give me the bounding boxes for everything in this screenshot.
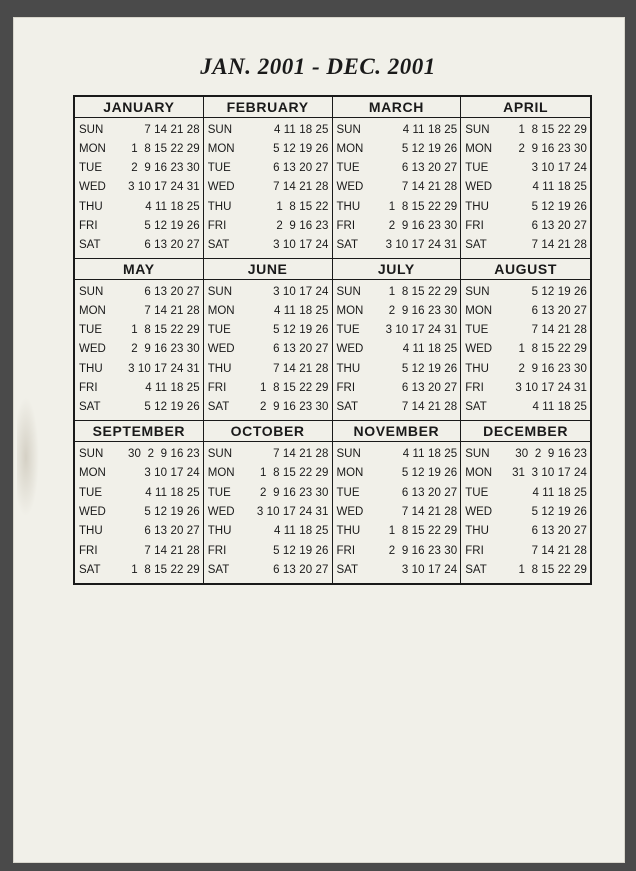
weekday-label: THU [79, 362, 103, 375]
weekday-label: FRI [336, 544, 356, 557]
month-name: JANUARY [75, 97, 203, 118]
weekday-label: THU [336, 525, 361, 538]
week-rows [333, 118, 461, 258]
weekday-label: THU [207, 525, 232, 538]
weekday-label: THU [207, 200, 232, 213]
weekday-label: TUE [79, 162, 102, 175]
weekday-label: WED [465, 181, 493, 194]
weekday-label: FRI [336, 382, 356, 395]
month-july [333, 259, 462, 421]
month-name: SEPTEMBER [75, 421, 203, 442]
weekday-dates: 6 13 20 27 [531, 304, 587, 317]
weekday-label: WED [207, 343, 235, 356]
day-row [461, 379, 590, 398]
weekday-dates: 7 14 21 28 [401, 401, 458, 414]
day-row [75, 541, 203, 560]
month-december [461, 421, 590, 583]
day-row [204, 301, 332, 320]
day-row [461, 340, 590, 359]
weekday-dates: 6 13 20 27 [144, 239, 200, 252]
weekday-label: SAT [79, 401, 101, 414]
day-row [75, 340, 203, 359]
day-row [333, 236, 461, 255]
weekday-label: THU [336, 362, 361, 375]
day-row [204, 321, 332, 340]
day-row [461, 522, 590, 541]
day-row [204, 197, 332, 216]
weekday-dates: 7 14 21 28 [273, 181, 329, 194]
weekday-label: MON [465, 304, 493, 317]
month-name: NOVEMBER [333, 421, 461, 442]
day-row [75, 379, 203, 398]
month-january [75, 97, 204, 259]
day-row [333, 444, 461, 463]
day-row [333, 561, 461, 580]
weekday-dates: 5 12 19 26 [401, 467, 458, 480]
day-row [204, 340, 332, 359]
weekday-dates: 3 10 17 24 [273, 239, 329, 252]
day-row [204, 282, 332, 301]
weekday-dates: 1 8 15 22 29 [388, 285, 458, 298]
weekday-label: SUN [465, 123, 490, 136]
weekday-dates: 6 13 20 27 [273, 564, 329, 577]
day-row [75, 159, 203, 178]
weekday-label: FRI [79, 544, 98, 557]
week-rows [461, 280, 590, 420]
day-row [204, 444, 332, 463]
weekday-label: SUN [207, 285, 233, 298]
day-row [333, 301, 461, 320]
week-rows [333, 442, 461, 583]
weekday-label: THU [465, 362, 489, 375]
weekday-dates: 3 10 17 24 31 [385, 239, 458, 252]
weekday-label: MON [336, 142, 364, 155]
weekday-label: MON [79, 142, 106, 155]
day-row [461, 197, 590, 216]
weekday-dates: 1 8 15 22 29 [131, 324, 200, 337]
day-row [204, 139, 332, 158]
weekday-dates: 6 13 20 27 [273, 343, 329, 356]
weekday-label: FRI [79, 220, 98, 233]
weekday-label: THU [79, 200, 103, 213]
weekday-dates: 1 8 15 22 [276, 200, 329, 213]
day-row [204, 464, 332, 483]
day-row [333, 282, 461, 301]
weekday-label: FRI [207, 544, 227, 557]
weekday-dates: 6 13 20 27 [401, 162, 458, 175]
weekday-dates: 6 13 20 27 [531, 220, 587, 233]
weekday-dates: 1 8 15 22 29 [518, 564, 587, 577]
weekday-dates: 2 9 16 23 30 [260, 401, 329, 414]
weekday-label: WED [336, 343, 364, 356]
weekday-label: SAT [465, 239, 487, 252]
weekday-dates: 3 10 17 24 [273, 285, 329, 298]
day-row [204, 120, 332, 139]
weekday-dates: 7 14 21 28 [273, 447, 329, 460]
day-row [204, 541, 332, 560]
weekday-dates: 4 11 18 25 [402, 343, 458, 356]
weekday-dates: 7 14 21 28 [401, 181, 458, 194]
weekday-label: SUN [79, 123, 104, 136]
month-september [75, 421, 204, 583]
day-row [204, 561, 332, 580]
week-rows [333, 280, 461, 420]
day-row [204, 483, 332, 502]
day-row [461, 483, 590, 502]
weekday-dates: 4 11 18 25 [145, 200, 200, 213]
weekday-label: MON [465, 142, 493, 155]
weekday-label: FRI [465, 382, 484, 395]
day-row [204, 522, 332, 541]
day-row [333, 359, 461, 378]
weekday-dates: 3 10 17 24 31 [256, 505, 329, 518]
day-row [461, 236, 590, 255]
weekday-label: TUE [207, 324, 231, 337]
weekday-dates: 3 10 17 24 [401, 564, 458, 577]
weekday-label: SAT [336, 239, 359, 252]
day-row [461, 321, 590, 340]
weekday-label: SUN [336, 285, 361, 298]
weekday-label: TUE [79, 324, 102, 337]
weekday-dates: 4 11 18 25 [532, 401, 587, 414]
weekday-label: SAT [465, 401, 487, 414]
weekday-dates: 6 13 20 27 [531, 525, 587, 538]
day-row [333, 178, 461, 197]
day-row [75, 236, 203, 255]
weekday-label: THU [465, 200, 489, 213]
weekday-dates: 4 11 18 25 [145, 382, 200, 395]
day-row [461, 561, 590, 580]
day-row [461, 159, 590, 178]
weekday-dates: 7 14 21 28 [531, 239, 587, 252]
weekday-label: THU [207, 362, 232, 375]
weekday-dates: 5 12 19 26 [401, 142, 458, 155]
weekday-label: FRI [465, 544, 484, 557]
weekday-label: SAT [207, 239, 230, 252]
day-row [75, 301, 203, 320]
weekday-dates: 6 13 20 27 [273, 162, 329, 175]
week-rows [461, 118, 590, 258]
month-august [461, 259, 590, 421]
weekday-label: TUE [207, 486, 231, 499]
month-name: DECEMBER [461, 421, 590, 442]
weekday-dates: 5 12 19 26 [531, 285, 587, 298]
day-row [204, 217, 332, 236]
weekday-label: THU [465, 525, 489, 538]
day-row [75, 139, 203, 158]
day-row [75, 217, 203, 236]
weekday-dates: 5 12 19 26 [273, 544, 329, 557]
week-rows [75, 118, 203, 258]
weekday-label: SAT [465, 564, 487, 577]
weekday-label: SAT [79, 239, 101, 252]
weekday-dates: 3 10 17 24 31 [128, 362, 200, 375]
day-row [75, 561, 203, 580]
day-row [75, 120, 203, 139]
weekday-dates: 5 12 19 26 [144, 220, 200, 233]
weekday-label: FRI [336, 220, 356, 233]
weekday-label: MON [79, 467, 106, 480]
day-row [461, 398, 590, 417]
week-rows [204, 118, 332, 258]
weekday-dates: 2 9 16 23 30 [518, 362, 587, 375]
month-june [204, 259, 333, 421]
week-rows [75, 280, 203, 420]
weekday-label: TUE [336, 486, 360, 499]
day-row [461, 120, 590, 139]
week-rows [461, 442, 590, 583]
weekday-dates: 2 9 16 23 30 [260, 486, 329, 499]
day-row [75, 197, 203, 216]
weekday-dates: 4 11 18 25 [402, 447, 458, 460]
weekday-dates: 2 9 16 23 [276, 220, 329, 233]
day-row [204, 178, 332, 197]
weekday-label: WED [336, 181, 364, 194]
weekday-dates: 4 11 18 25 [532, 181, 587, 194]
weekday-dates: 6 13 20 27 [401, 486, 458, 499]
weekday-dates: 7 14 21 28 [144, 304, 200, 317]
weekday-label: FRI [465, 220, 484, 233]
weekday-dates: 7 14 21 28 [273, 362, 329, 375]
weekday-dates: 5 12 19 26 [531, 505, 587, 518]
weekday-label: SUN [465, 447, 490, 460]
weekday-label: WED [79, 343, 106, 356]
weekday-dates: 1 8 15 22 29 [388, 200, 458, 213]
weekday-label: TUE [79, 486, 102, 499]
weekday-dates: 4 11 18 25 [402, 123, 458, 136]
day-row [333, 541, 461, 560]
month-october [204, 421, 333, 583]
month-name: JULY [333, 259, 461, 280]
weekday-dates: 1 8 15 22 29 [260, 467, 329, 480]
weekday-dates: 5 12 19 26 [144, 505, 200, 518]
weekday-dates: 2 9 16 23 30 [518, 142, 587, 155]
day-row [333, 321, 461, 340]
month-may [75, 259, 204, 421]
day-row [461, 301, 590, 320]
day-row [75, 282, 203, 301]
weekday-dates: 3 10 17 24 [531, 162, 587, 175]
weekday-label: TUE [465, 486, 489, 499]
weekday-dates: 1 8 15 22 29 [131, 142, 200, 155]
month-november [333, 421, 462, 583]
weekday-label: SUN [207, 447, 233, 460]
weekday-dates: 6 13 20 27 [144, 285, 200, 298]
weekday-label: SUN [336, 447, 361, 460]
weekday-label: MON [207, 142, 235, 155]
weekday-dates: 1 8 15 22 29 [518, 343, 587, 356]
day-row [333, 379, 461, 398]
weekday-label: SAT [336, 564, 359, 577]
calendar-title: JAN. 2001 - DEC. 2001 [200, 54, 436, 79]
month-grid [73, 95, 592, 585]
weekday-dates: 7 14 21 28 [531, 324, 587, 337]
weekday-label: TUE [465, 324, 489, 337]
weekday-label: SUN [79, 447, 104, 460]
weekday-label: WED [207, 505, 235, 518]
day-row [333, 217, 461, 236]
day-row [333, 139, 461, 158]
weekday-label: WED [207, 181, 235, 194]
weekday-dates: 7 14 21 28 [401, 505, 458, 518]
weekday-label: TUE [336, 324, 360, 337]
day-row [461, 359, 590, 378]
day-row [75, 178, 203, 197]
day-row [333, 502, 461, 521]
weekday-label: WED [79, 181, 106, 194]
weekday-label: FRI [207, 220, 227, 233]
day-row [333, 398, 461, 417]
month-name: APRIL [461, 97, 590, 118]
weekday-label: WED [336, 505, 364, 518]
day-row [333, 464, 461, 483]
weekday-dates: 2 9 16 23 30 [131, 343, 200, 356]
weekday-dates: 1 8 15 22 29 [518, 123, 587, 136]
weekday-dates: 4 11 18 25 [273, 123, 329, 136]
month-name: JUNE [204, 259, 332, 280]
day-row [461, 139, 590, 158]
month-name: FEBRUARY [204, 97, 332, 118]
weekday-dates: 2 9 16 23 30 [388, 220, 458, 233]
weekday-dates: 1 8 15 22 29 [388, 525, 458, 538]
day-row [461, 502, 590, 521]
weekday-label: MON [207, 304, 235, 317]
weekday-dates: 3 10 17 24 31 [128, 181, 200, 194]
week-rows [75, 442, 203, 583]
day-row [75, 522, 203, 541]
weekday-dates: 6 13 20 27 [401, 382, 458, 395]
weekday-dates: 3 10 17 24 [144, 467, 200, 480]
weekday-label: THU [79, 525, 103, 538]
weekday-label: TUE [336, 162, 360, 175]
day-row [75, 444, 203, 463]
weekday-label: TUE [465, 162, 489, 175]
day-row [461, 282, 590, 301]
day-row [204, 159, 332, 178]
month-name: MARCH [333, 97, 461, 118]
day-row [75, 359, 203, 378]
day-row [75, 464, 203, 483]
weekday-dates: 7 14 21 28 [144, 123, 200, 136]
day-row [204, 359, 332, 378]
weekday-label: FRI [207, 382, 227, 395]
day-row [333, 120, 461, 139]
day-row [461, 217, 590, 236]
day-row [204, 379, 332, 398]
day-row [333, 340, 461, 359]
weekday-dates: 5 12 19 26 [531, 200, 587, 213]
weekday-dates: 4 11 18 25 [273, 525, 329, 538]
weekday-label: MON [79, 304, 106, 317]
weekday-label: SAT [79, 564, 101, 577]
day-row [333, 159, 461, 178]
weekday-label: SAT [207, 564, 230, 577]
day-row [75, 321, 203, 340]
weekday-label: THU [336, 200, 361, 213]
month-april [461, 97, 590, 259]
day-row [461, 464, 590, 483]
day-row [75, 483, 203, 502]
weekday-dates: 2 9 16 23 30 [131, 162, 200, 175]
weekday-dates: 30 2 9 16 23 [515, 447, 587, 460]
weekday-dates: 5 12 19 26 [144, 401, 200, 414]
week-rows [204, 280, 332, 420]
weekday-dates: 30 2 9 16 23 [128, 447, 200, 460]
weekday-dates: 4 11 18 25 [532, 486, 587, 499]
weekday-label: WED [79, 505, 106, 518]
weekday-dates: 4 11 18 25 [145, 486, 200, 499]
weekday-dates: 7 14 21 28 [144, 544, 200, 557]
weekday-label: FRI [79, 382, 98, 395]
weekday-label: MON [336, 304, 364, 317]
weekday-dates: 2 9 16 23 30 [388, 544, 458, 557]
day-row [204, 398, 332, 417]
weekday-dates: 7 14 21 28 [531, 544, 587, 557]
weekday-label: SUN [465, 285, 490, 298]
weekday-dates: 5 12 19 26 [273, 324, 329, 337]
month-name: OCTOBER [204, 421, 332, 442]
month-name: AUGUST [461, 259, 590, 280]
weekday-dates: 3 10 17 24 31 [385, 324, 458, 337]
weekday-label: TUE [207, 162, 231, 175]
weekday-dates: 31 3 10 17 24 [512, 467, 587, 480]
weekday-label: SUN [336, 123, 361, 136]
weekday-dates: 5 12 19 26 [401, 362, 458, 375]
day-row [333, 483, 461, 502]
day-row [461, 178, 590, 197]
month-name: MAY [75, 259, 203, 280]
day-row [333, 197, 461, 216]
weekday-dates: 4 11 18 25 [273, 304, 329, 317]
weekday-dates: 5 12 19 26 [273, 142, 329, 155]
weekday-label: MON [207, 467, 235, 480]
weekday-label: SAT [207, 401, 230, 414]
month-march [333, 97, 462, 259]
day-row [204, 236, 332, 255]
day-row [75, 398, 203, 417]
day-row [461, 541, 590, 560]
weekday-dates: 3 10 17 24 31 [515, 382, 587, 395]
weekday-label: SUN [207, 123, 233, 136]
weekday-label: WED [465, 505, 493, 518]
day-row [204, 502, 332, 521]
weekday-label: SAT [336, 401, 359, 414]
day-row [75, 502, 203, 521]
weekday-label: MON [465, 467, 493, 480]
weekday-label: SUN [79, 285, 104, 298]
month-february [204, 97, 333, 259]
week-rows [204, 442, 332, 583]
day-row [461, 444, 590, 463]
weekday-label: MON [336, 467, 364, 480]
weekday-label: WED [465, 343, 493, 356]
weekday-dates: 2 9 16 23 30 [388, 304, 458, 317]
weekday-dates: 1 8 15 22 29 [131, 564, 200, 577]
weekday-dates: 1 8 15 22 29 [260, 382, 329, 395]
weekday-dates: 6 13 20 27 [144, 525, 200, 538]
day-row [333, 522, 461, 541]
